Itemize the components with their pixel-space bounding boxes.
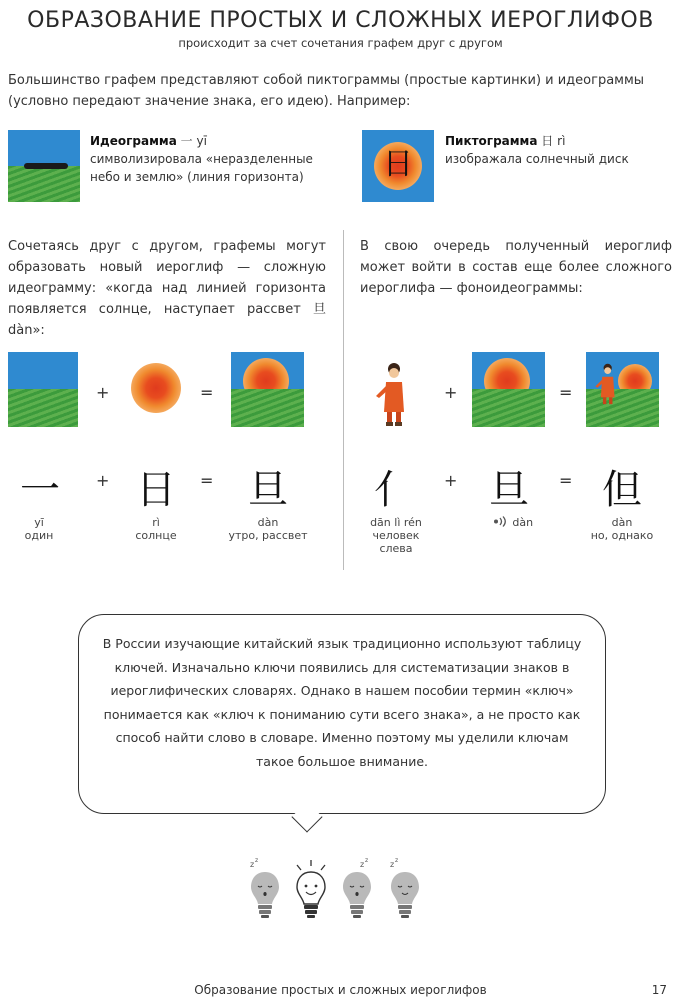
- pinyin-dan-phonetic: dàn: [512, 516, 534, 529]
- svg-text:z: z: [390, 860, 395, 869]
- ideogram-picture: [8, 130, 80, 202]
- pictogram-picture: [362, 130, 434, 202]
- meaning-dan: утро, рассвет: [228, 529, 308, 542]
- sleeping-bulb-icon: [340, 858, 374, 926]
- column-divider: [343, 230, 344, 570]
- pictogram-description: изображала солнечный диск: [445, 152, 629, 166]
- pictogram-caption: [445, 132, 675, 168]
- caption-dan: [222, 516, 314, 542]
- sun-picture: [131, 363, 181, 413]
- sleeping-bulb-icon: [388, 858, 422, 926]
- left-paragraph-text: Сочетаясь друг с другом, графемы могут образовать новый иероглиф — сложную идеограмму: «когда над линией горизонта появляется солнце, наступает рассвет: [8, 239, 326, 317]
- plus-sign: +: [444, 471, 458, 490]
- left-paragraph-char: 旦: [312, 302, 326, 317]
- equals-sign: =: [559, 383, 573, 402]
- speech-bubble-text: В России изучающие китайский язык традиционно используют таблицу ключей. Изначально ключи появились для систематизации знаков в иероглифических словарях. Однако в нашем пособии термин «ключ» понимается как «ключ к пониманию сути всего знака», а не просто как способ найти слово в словаре. Именно поэтому мы уделили ключам такое большое внимание.: [102, 636, 582, 769]
- horizon-stroke-icon: [24, 163, 68, 169]
- hanzi-yi: 一: [20, 467, 60, 513]
- hanzi-dan-phonetic: 旦: [489, 467, 529, 513]
- svg-text:z: z: [395, 858, 399, 864]
- caption-dan-but: [580, 516, 664, 542]
- sound-icon: [493, 516, 509, 527]
- ideogram-pinyin: yī: [196, 134, 207, 148]
- page-number: 17: [651, 983, 667, 997]
- ideogram-term: Идеограмма: [90, 134, 177, 148]
- plus-sign: +: [96, 383, 110, 402]
- plus-sign: +: [444, 383, 458, 402]
- meaning-ren-radical: человек слева: [372, 529, 420, 555]
- sunrise-picture: [231, 352, 304, 427]
- ideogram-char: 一: [180, 134, 193, 148]
- hanzi-dan-but: 但: [602, 467, 642, 513]
- horizon-picture: [8, 352, 78, 427]
- equals-sign: =: [200, 383, 214, 402]
- pinyin-dan: dàn: [257, 516, 279, 529]
- hanzi-dan: 旦: [248, 467, 288, 513]
- pictogram-term: Пиктограмма: [445, 134, 538, 148]
- left-paragraph: [8, 236, 326, 341]
- pictogram-pinyin: rì: [557, 134, 566, 148]
- caption-ri: [118, 516, 194, 542]
- ideogram-caption: [90, 132, 330, 186]
- footer-title: Образование простых и сложных иероглифов: [194, 983, 487, 997]
- pinyin-ren-radical: dān lì rén: [370, 516, 422, 529]
- caption-ren-radical: [356, 516, 436, 555]
- pinyin-yi: yī: [34, 516, 44, 529]
- sleeping-bulb-icon: [248, 858, 282, 926]
- intro-text: Большинство графем представляют собой пиктограммы (простые картинки) и идеограммы (условно передают значение знака, его идею). Например:: [8, 73, 645, 109]
- svg-text:z: z: [255, 858, 259, 864]
- svg-text:z: z: [360, 860, 365, 869]
- plus-sign: +: [96, 471, 110, 490]
- hanzi-ri: 日: [136, 467, 176, 513]
- meaning-yi: один: [24, 529, 54, 542]
- caption-yi: [8, 516, 70, 542]
- left-paragraph-pinyin: dàn: [8, 323, 33, 338]
- meaning-ri: солнце: [135, 529, 177, 542]
- svg-text:z: z: [365, 858, 369, 864]
- equals-sign: =: [200, 471, 214, 490]
- page-subtitle: происходит за счет сочетания графем друг с другом: [178, 36, 503, 50]
- awake-bulb-icon: [290, 858, 332, 926]
- pictogram-char-in-picture: 日: [383, 147, 413, 182]
- ideogram-description: символизировала «неразделенные небо и землю» (линия горизонта): [90, 152, 313, 184]
- person-icon: [594, 358, 620, 412]
- pictogram-char: 日: [541, 134, 554, 148]
- svg-text:z: z: [250, 860, 255, 869]
- hanzi-ren-radical: 亻: [374, 467, 414, 513]
- pinyin-dan-but: dàn: [611, 516, 633, 529]
- page-title: ОБРАЗОВАНИЕ ПРОСТЫХ И СЛОЖНЫХ ИЕРОГЛИФОВ: [27, 8, 654, 33]
- left-paragraph-end: »:: [32, 323, 45, 338]
- caption-dan-phonetic: [478, 516, 548, 529]
- sunrise-picture: [472, 352, 545, 427]
- equals-sign: =: [559, 471, 573, 490]
- person-picture: [374, 360, 412, 428]
- right-paragraph: В свою очередь полученный иероглиф может войти в состав еще более сложного иероглифа — фоноидеограммы:: [360, 239, 672, 296]
- meaning-dan-but: но, однако: [590, 529, 654, 542]
- person-sunrise-picture: [586, 352, 659, 427]
- pinyin-ri: rì: [152, 516, 160, 529]
